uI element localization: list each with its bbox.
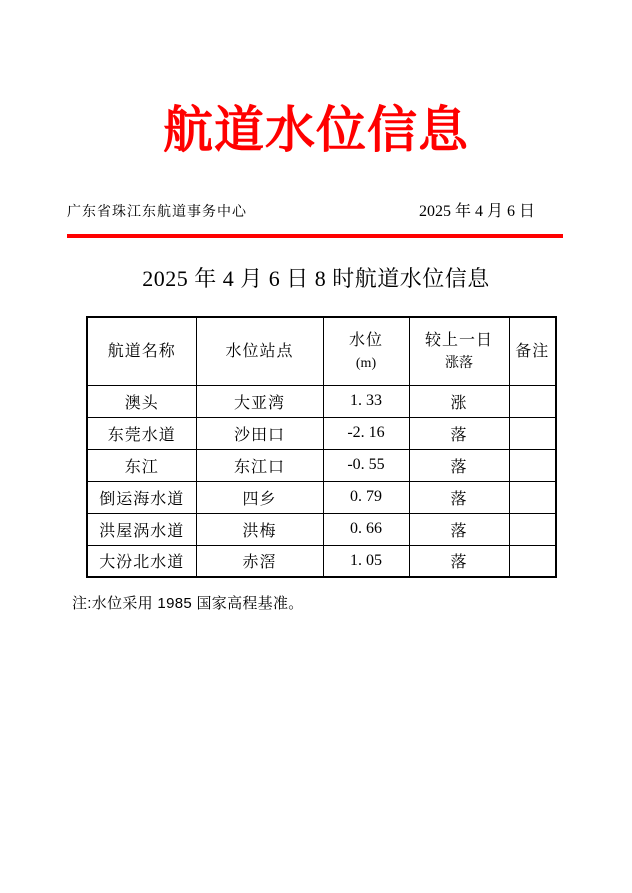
column-header-trend: 较上一日 涨落 — [409, 317, 509, 385]
cell-station: 四乡 — [196, 481, 323, 513]
table-row — [87, 449, 556, 481]
cell-level: -2. 16 — [323, 417, 409, 449]
cell-trend: 落 — [409, 449, 509, 481]
table-row — [87, 545, 556, 577]
water-level-table — [86, 316, 557, 578]
column-header-station: 水位站点 — [196, 317, 323, 385]
cell-remark — [509, 545, 556, 577]
cell-trend: 落 — [409, 545, 509, 577]
cell-remark — [509, 385, 556, 417]
cell-station: 赤滘 — [196, 545, 323, 577]
cell-channel: 澳头 — [87, 385, 196, 417]
cell-station: 沙田口 — [196, 417, 323, 449]
cell-channel: 大汾北水道 — [87, 545, 196, 577]
cell-trend: 落 — [409, 417, 509, 449]
page-title: 航道水位信息 — [163, 102, 469, 158]
cell-channel: 洪屋涡水道 — [87, 513, 196, 545]
column-header-channel: 航道名称 — [87, 317, 196, 385]
cell-remark — [509, 513, 556, 545]
cell-trend: 落 — [409, 513, 509, 545]
cell-trend: 涨 — [409, 385, 509, 417]
cell-station: 大亚湾 — [196, 385, 323, 417]
masthead — [67, 202, 563, 238]
cell-channel: 倒运海水道 — [87, 481, 196, 513]
cell-remark — [509, 417, 556, 449]
cell-level: 1. 05 — [323, 545, 409, 577]
header-date: 2025 年 4 月 6 日 — [418, 203, 535, 220]
report-subtitle: 2025 年 4 月 6 日 8 时航道水位信息 — [142, 266, 490, 291]
cell-trend: 落 — [409, 481, 509, 513]
cell-station: 洪梅 — [196, 513, 323, 545]
cell-level: 0. 79 — [323, 481, 409, 513]
table-row — [87, 385, 556, 417]
cell-channel: 东莞水道 — [87, 417, 196, 449]
table-head — [87, 317, 556, 385]
cell-level: 0. 66 — [323, 513, 409, 545]
cell-channel: 东江 — [87, 449, 196, 481]
cell-remark — [509, 449, 556, 481]
table-row — [87, 513, 556, 545]
cell-level: 1. 33 — [323, 385, 409, 417]
table-header-row — [87, 317, 556, 385]
organization-name: 广东省珠江东航道事务中心 — [67, 205, 247, 220]
cell-remark — [509, 481, 556, 513]
table-row — [87, 417, 556, 449]
table-body — [87, 385, 556, 577]
footnote: 注:水位采用 1985 国家高程基准。 — [72, 595, 304, 612]
cell-level: -0. 55 — [323, 449, 409, 481]
cell-station: 东江口 — [196, 449, 323, 481]
column-header-level: 水位 (m) — [323, 317, 409, 385]
column-header-remark: 备注 — [509, 317, 556, 385]
table-row — [87, 481, 556, 513]
